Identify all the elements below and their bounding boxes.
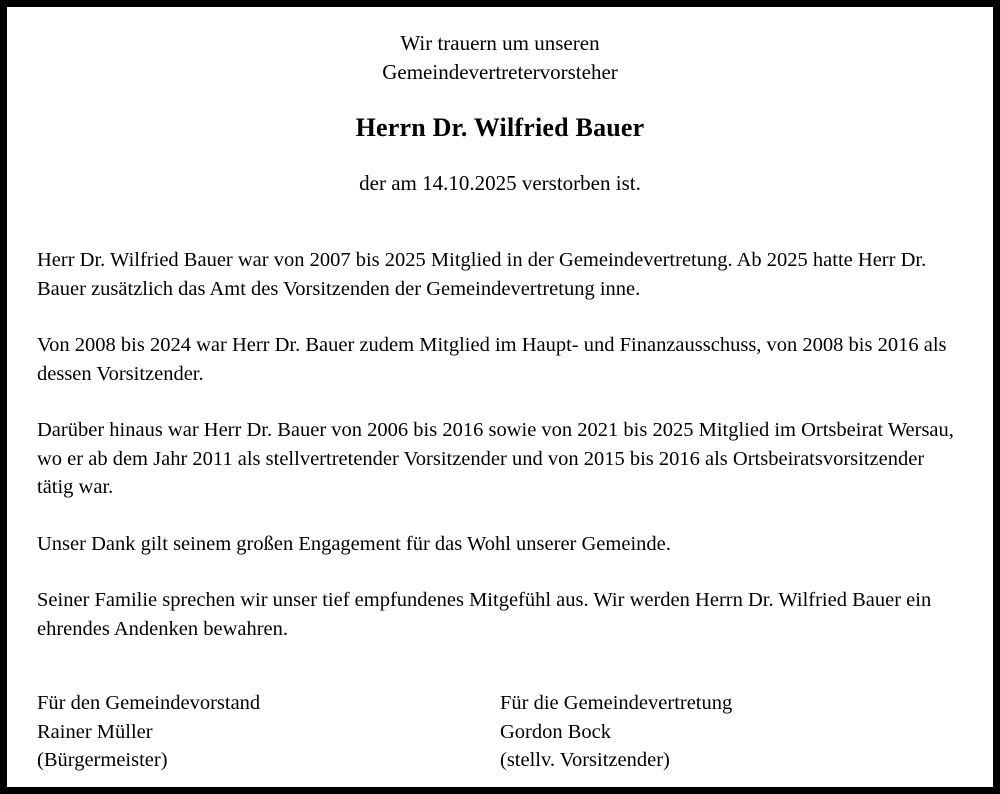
- paragraph-3-line-2: Ortsbeirat Wersau, wo er ab dem Jahr 2011 als stellvertretender Vorsitzender und von 2015 bis: [37, 419, 954, 470]
- notice-body: [37, 246, 963, 643]
- paragraph-1: [37, 246, 963, 303]
- signature-block: [37, 689, 963, 775]
- paragraph-3-line-1: Darüber hinaus war Herr Dr. Bauer von 2006 bis 2016 sowie von 2021 bis 2025 Mitglied im: [37, 419, 796, 441]
- paragraph-2-line-1: Von 2008 bis 2024 war Herr Dr. Bauer zudem Mitglied im Haupt- und Finanzausschuss,: [37, 334, 762, 356]
- death-date-line: der am 14.10.2025 verstorben ist.: [359, 171, 641, 195]
- paragraph-2-line-2: von 2008 bis 2016 als dessen Vorsitzender.: [37, 334, 947, 385]
- paragraph-5: [37, 586, 963, 643]
- signature-right-role: (stellv. Vorsitzender): [500, 749, 670, 771]
- paragraph-5-line-1: Seiner Familie sprechen wir unser tief empfundenes Mitgefühl aus.: [37, 589, 589, 611]
- lead-line-1: Wir trauern um unseren: [400, 31, 600, 55]
- paragraph-5-line-2: Wir werden Herrn Dr. Wilfried Bauer ein ehrendes Andenken bewahren.: [37, 589, 932, 640]
- signature-right-person: Gordon Bock: [500, 720, 612, 743]
- paragraph-3-line-3: 2016 als Ortsbeiratsvorsitzender tätig war.: [37, 447, 925, 498]
- paragraph-3: [37, 416, 963, 502]
- signature-right: [500, 689, 963, 775]
- paragraph-4: [37, 530, 963, 559]
- deceased-name: Herrn Dr. Wilfried Bauer: [355, 113, 645, 142]
- signature-left-person: Rainer Müller: [37, 720, 153, 743]
- paragraph-2: [37, 331, 963, 388]
- signature-left-org: Für den Gemeindevorstand: [37, 692, 261, 714]
- signature-left-role: (Bürgermeister): [37, 749, 168, 771]
- paragraph-4-line-1: Unser Dank gilt seinem großen Engagement für das Wohl unserer Gemeinde.: [37, 532, 671, 555]
- lead-line-2: Gemeindevertretervorsteher: [382, 60, 618, 84]
- paragraph-1-line-2: Ab 2025 hatte Herr Dr. Bauer zusätzlich das Amt des Vorsitzenden der Gemeindevertretung inne.: [37, 249, 927, 300]
- notice-header: [37, 29, 963, 196]
- signature-left: [37, 689, 500, 775]
- signature-right-org: Für die Gemeindevertretung: [500, 692, 733, 714]
- paragraph-1-line-1: Herr Dr. Wilfried Bauer war von 2007 bis 2025 Mitglied in der Gemeindevertretung.: [37, 249, 733, 271]
